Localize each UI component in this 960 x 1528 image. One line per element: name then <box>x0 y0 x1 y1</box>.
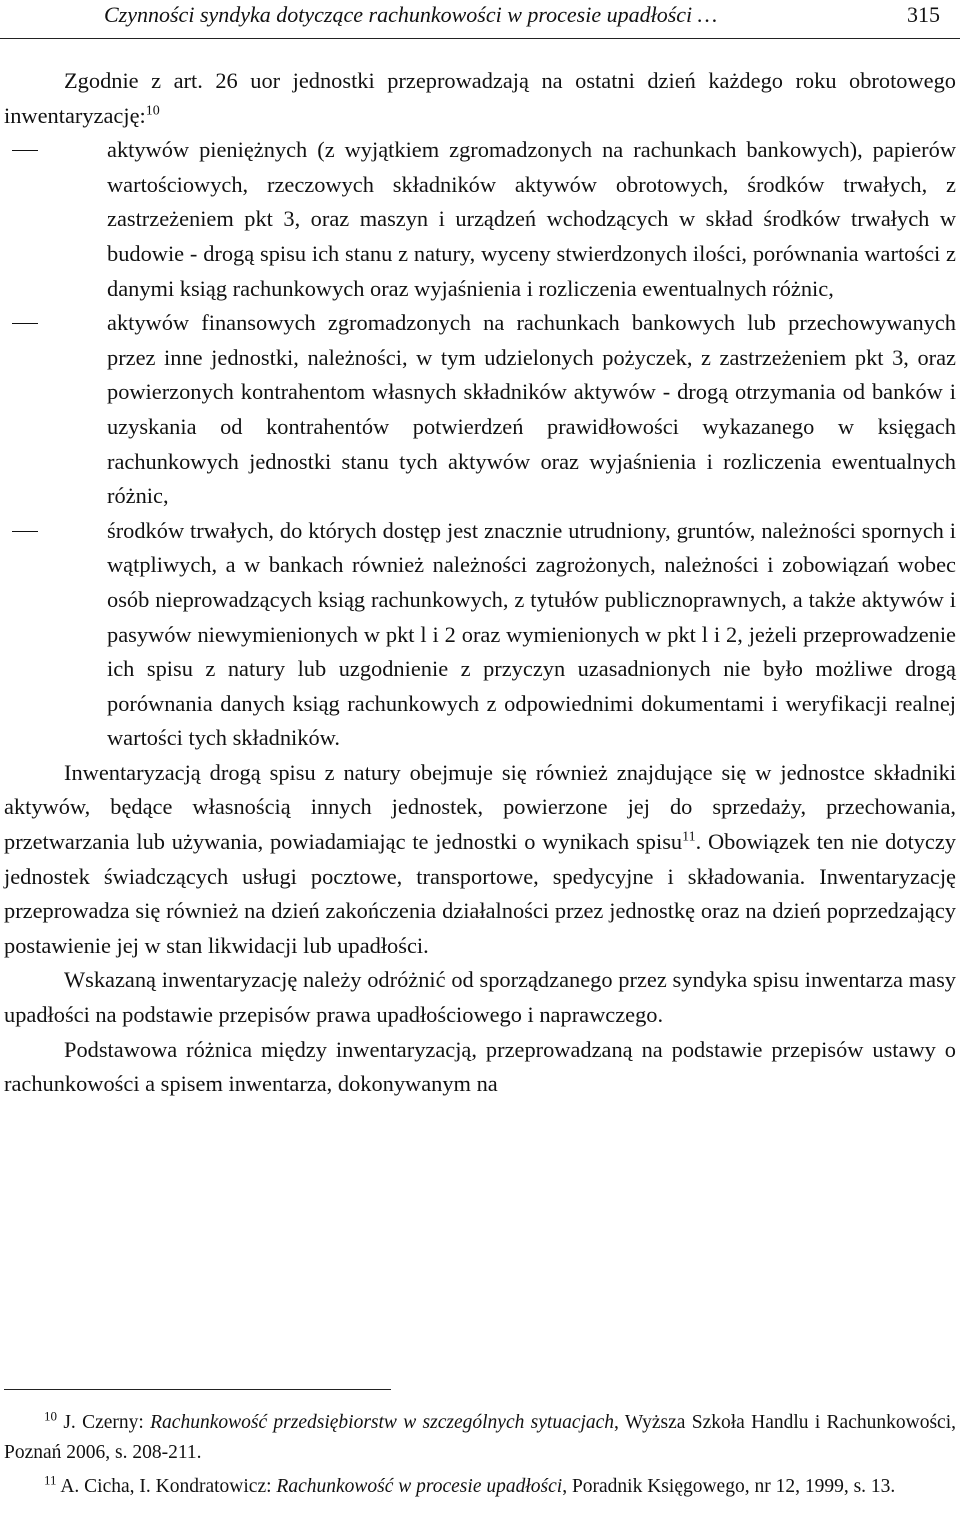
footnote-number: 10 <box>44 1408 57 1424</box>
footnote-title: Rachunkowość przedsiębiorstw w szczególnych sytuacjach <box>150 1412 615 1433</box>
paragraph-physical-count <box>4 756 956 964</box>
running-header-title: Czynności syndyka dotyczące rachunkowości w procesie upadłości … <box>104 2 718 27</box>
inventory-list <box>4 133 956 756</box>
footnote-number: 11 <box>44 1472 57 1488</box>
footnote-publication: , Poradnik Księgowego, nr 12, 1999, s. 13. <box>562 1476 896 1497</box>
footnote-10 <box>4 1408 956 1468</box>
page-number: 315 <box>907 2 940 27</box>
footnote-author: J. Czerny: <box>63 1412 151 1433</box>
paragraph-text: . Obowiązek ten nie dotyczy jednostek świadczących usługi pocztowe, transportowe, spedycyjne i składowania. Inwentaryzację przeprowadza się również na dzień zakończenia działalności przez jednostkę oraz na dzień poprzedzający postawienie jej w stan likwidacji lub upadłości. <box>4 829 956 958</box>
footnote-author: A. Cicha, I. Kondratowicz: <box>60 1476 277 1497</box>
footnotes <box>4 1408 956 1502</box>
footnote-title: Rachunkowość w procesie upadłości <box>276 1476 563 1497</box>
paragraph-distinction: Wskazaną inwentaryzację należy odróżnić od sporządzanego przez syndyka spisu inwentarza masy upadłości na podstawie przepisów prawa upadłościowego i naprawczego. <box>4 967 956 1028</box>
intro-paragraph <box>4 64 956 133</box>
list-item: środków trwałych, do których dostęp jest znacznie utrudniony, gruntów, należności spornych i wątpliwych, a w bankach również należności zagrożonych, należności i zobowiązań wobec osób nieprowadzących ksiąg rachunkowych, z tytułów publicznoprawnych, a także aktywów i pasywów niewymienionych w pkt l i 2 oraz wymienionych w pkt l i 2, jeżeli przeprowadzenie ich spisu z natury lub uzgodnienie z przyczyn uzasadnionych nie było możliwe drogą porównania danych ksiąg rachunkowych z odpowiednimi dokumentami i weryfikacji realnej wartości tych składników. <box>107 514 956 756</box>
list-item: aktywów finansowych zgromadzonych na rachunkach bankowych lub przechowywanych przez inne jednostki, należności, w tym udzielonych pożyczek, z zastrzeżeniem pkt 3, oraz powierzonych kontrahentom własnych składników aktywów - drogą otrzymania od banków i uzyskania od kontrahentów potwierdzeń prawidłowości wykazanego w księgach rachunkowych jednostki stanu tych aktywów oraz wyjaśnienia i rozliczenia ewentualnych różnic, <box>107 306 956 514</box>
paragraph-basic-difference: Podstawowa różnica między inwentaryzacją, przeprowadzaną na podstawie przepisów ustawy o rachunkowości a spisem inwentarza, dokonywanym na <box>4 1036 956 1097</box>
footnote-separator <box>4 1389 391 1390</box>
list-item: aktywów pieniężnych (z wyjątkiem zgromadzonych na rachunkach bankowych), papierów wartościowych, rzeczowych składników aktywów obrotowych, środków trwałych, z zastrzeżeniem pkt 3, oraz maszyn i urządzeń wchodzących w skład środków trwałych w budowie - drogą spisu ich stanu z natury, wyceny stwierdzonych ilości, porównania wartości z danymi ksiąg rachunkowych oraz wyjaśnienia i rozliczenia ewentualnych różnic, <box>107 133 956 306</box>
footnote-11 <box>4 1472 956 1502</box>
page-body <box>4 64 956 1102</box>
footnote-ref-10: 10 <box>145 103 160 119</box>
footnote-ref-11: 11 <box>682 829 696 845</box>
footnote-publication: , Wyższa Szkoła Handlu i Rachunkowości, Poznań 2006, s. 208-211. <box>4 1412 956 1463</box>
paragraph-text: Inwentaryzacją drogą spisu z natury obejmuje się również znajdujące się w jednostce składniki aktywów, będące własnością innych jednostek, powierzone jej do sprzedaży, przechowania, przetwarzania lub używania, powiadamiając te jednostki o wynikach spisu <box>4 759 956 855</box>
intro-text: Zgodnie z art. 26 uor jednostki przeprowadzają na ostatni dzień każdego roku obrotowego inwentaryzację: <box>4 68 956 128</box>
running-header <box>0 0 960 39</box>
